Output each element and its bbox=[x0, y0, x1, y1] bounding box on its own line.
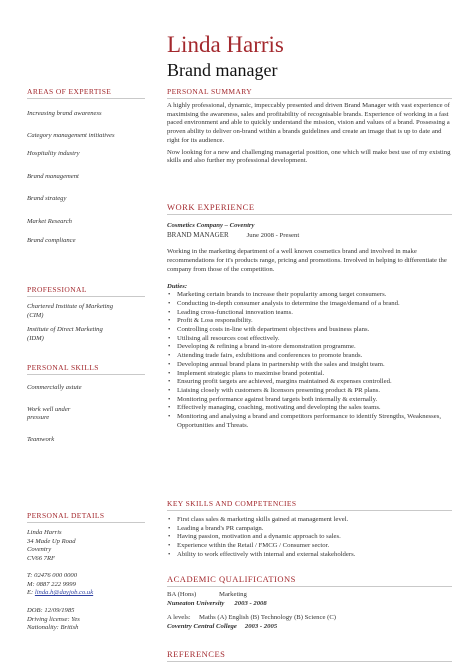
duty-item: • Controlling costs in-line with department objectives and business plans. bbox=[167, 326, 452, 335]
divider bbox=[27, 374, 145, 375]
duty-item: • Liaising closely with customers & licensors presenting product & PR plans. bbox=[167, 387, 452, 396]
duty-item: • Monitoring performance against brand targets both internally & externally. bbox=[167, 396, 452, 405]
summary-section bbox=[167, 102, 452, 166]
duty-item: • Effectively managing, coaching, motivating and developing the sales teams. bbox=[167, 404, 452, 413]
expertise-item: Market Research bbox=[27, 217, 72, 225]
qualification-years: 2003 - 2005 bbox=[244, 623, 278, 631]
email-link[interactable]: linda.h@dayjob.co.uk bbox=[34, 589, 94, 597]
divider bbox=[167, 510, 452, 511]
address-line: Coventry bbox=[27, 546, 52, 554]
expertise-item: Increasing brand awareness bbox=[27, 110, 102, 117]
divider bbox=[167, 98, 452, 99]
academic-heading: ACADEMIC QUALIFICATIONS bbox=[167, 574, 296, 584]
phone-m: M: 0887 222 9999 bbox=[27, 580, 76, 588]
duty-item: • Conducting in-depth consumer analysis to determine the image/demand of a brand. bbox=[167, 300, 452, 309]
phone-t: T: 02476 000 0000 bbox=[27, 572, 78, 580]
skills-heading: PERSONAL SKILLS bbox=[27, 363, 99, 372]
references-heading: REFERENCES bbox=[167, 649, 226, 659]
summary-heading: PERSONAL SUMMARY bbox=[167, 87, 253, 96]
duty-item: • Developing & refining a brand in-store demonstration programme. bbox=[167, 343, 452, 352]
skill-item: Teamwork bbox=[27, 435, 55, 443]
nationality: Nationality: British bbox=[27, 624, 79, 632]
summary-paragraph: Now looking for a new and challenging managerial position, one which will make best use of my existing skills and also further my professional development. bbox=[167, 148, 451, 165]
email-prefix: E: bbox=[27, 589, 34, 597]
address-line: CV66 7RF bbox=[27, 554, 56, 562]
address-line: 34 Made Up Road bbox=[27, 537, 76, 545]
duties-label: Duties: bbox=[167, 282, 188, 290]
professional-list bbox=[27, 303, 147, 343]
duty-item: • Implement strategic plans to maximise brand potential. bbox=[167, 370, 452, 379]
job-line bbox=[167, 231, 452, 241]
keyskills-section bbox=[167, 516, 452, 560]
skill-item: Commercially astute bbox=[27, 384, 82, 391]
duty-item: • Leading cross-functional innovation teams. bbox=[167, 309, 452, 318]
job-description: Working in the marketing department of a well known cosmetics brand and involved in make recommendations for it's products range, pricing and promotions. Involved in helping to differentiate the company from those of the competition. bbox=[167, 248, 447, 273]
summary-paragraph: A highly professional, dynamic, impeccably presented and driven Brand Manager with vast experience of maximising the awareness, sales and profitability of recognisable brands. Experience of working in a fast paced environment and able to quickly understand the mission, vision and values of a brand. Possessing a proven ability to deliver on-brand within a brands guidelines and create an image that is up to date and right for its audience. bbox=[167, 102, 450, 144]
duty-item: • Profit & Loss responsibility. bbox=[167, 317, 452, 326]
duty-item: • Developing annual brand plans in partnership with the sales and insight team. bbox=[167, 361, 452, 370]
expertise-list bbox=[27, 110, 147, 246]
job-title: BRAND MANAGER bbox=[167, 230, 229, 239]
keyskill-item: • Ability to work effectively with internal and external stakeholders. bbox=[167, 551, 452, 560]
qualification-years: 2003 - 2008 bbox=[234, 599, 267, 607]
qualification-line bbox=[167, 591, 452, 600]
academic-section bbox=[167, 591, 452, 632]
professional-item: Chartered Institute of Marketing (CIM) bbox=[27, 303, 114, 319]
divider bbox=[27, 522, 145, 523]
dob: DOB: 12/09/1985 bbox=[27, 606, 75, 614]
candidate-role: Brand manager bbox=[167, 60, 278, 80]
candidate-name: Linda Harris bbox=[167, 32, 284, 57]
qualification-subject: Maths (A) English (B) Technology (B) Science (C) bbox=[199, 614, 337, 622]
expertise-item: Brand compliance bbox=[27, 237, 76, 245]
address-line: Linda Harris bbox=[27, 529, 62, 536]
divider bbox=[167, 661, 452, 662]
company-name: Cosmetics Company – Coventry bbox=[167, 222, 255, 229]
divider bbox=[27, 98, 145, 99]
driving-license: Driving license: Yes bbox=[27, 615, 80, 623]
duty-item: • Ensuring profit targets are achieved, margins maintained & expenses controlled. bbox=[167, 378, 452, 387]
qualification-school: Nuneaton University bbox=[167, 599, 225, 607]
keyskills-list bbox=[167, 516, 452, 560]
keyskill-item: • Leading a brand's PR campaign. bbox=[167, 525, 452, 534]
duty-item: • Utilising all resources cost effectively. bbox=[167, 335, 452, 344]
qualification-subject: Marketing bbox=[219, 591, 247, 598]
professional-heading: PROFESSIONAL bbox=[27, 285, 87, 294]
qualification-label: A levels: bbox=[167, 614, 191, 622]
qualification-line bbox=[167, 614, 452, 623]
qualification-school: Coventry Central College bbox=[167, 623, 237, 631]
expertise-item: Brand strategy bbox=[27, 195, 67, 203]
professional-item: Institute of Direct Marketing (IDM) bbox=[27, 326, 103, 342]
divider bbox=[27, 296, 145, 297]
skill-item: Work well under pressure bbox=[27, 405, 71, 422]
duty-item: • Attending trade fairs, exhibitions and conferences to promote brands. bbox=[167, 352, 452, 361]
expertise-heading: AREAS OF EXPERTISE bbox=[27, 87, 112, 96]
divider bbox=[167, 586, 452, 587]
keyskills-heading: KEY SKILLS AND COMPETENCIES bbox=[167, 499, 297, 508]
expertise-item: Brand management bbox=[27, 172, 79, 180]
duties-list bbox=[167, 291, 452, 430]
qualification-label: BA (Hons) bbox=[167, 591, 197, 598]
duty-item: • Monitoring and analysing a brand and competitors performance to identify Strengths, Weaknesses, Opportunities and Threats. bbox=[167, 413, 452, 430]
experience-section bbox=[167, 222, 452, 430]
keyskill-item: • Having passion, motivation and a dynamic approach to sales. bbox=[167, 533, 452, 542]
divider bbox=[167, 214, 452, 215]
duty-item: • Marketing certain brands to increase their popularity among target consumers. bbox=[167, 291, 452, 300]
personal-details bbox=[27, 529, 147, 633]
keyskill-item: • First class sales & marketing skills gained at management level. bbox=[167, 516, 452, 525]
email-line bbox=[27, 589, 147, 598]
keyskill-item: • Experience within the Retail / FMCG / Consumer sector. bbox=[167, 542, 452, 551]
expertise-item: Hospitality industry bbox=[27, 150, 80, 158]
qualification-school-line bbox=[167, 623, 452, 632]
skills-list bbox=[27, 384, 147, 444]
qualification-school-line bbox=[167, 600, 452, 609]
expertise-item: Category management initiatives bbox=[27, 131, 115, 139]
experience-heading: WORK EXPERIENCE bbox=[167, 202, 255, 212]
details-heading: PERSONAL DETAILS bbox=[27, 511, 105, 520]
job-dates: June 2008 - Present bbox=[246, 231, 300, 239]
